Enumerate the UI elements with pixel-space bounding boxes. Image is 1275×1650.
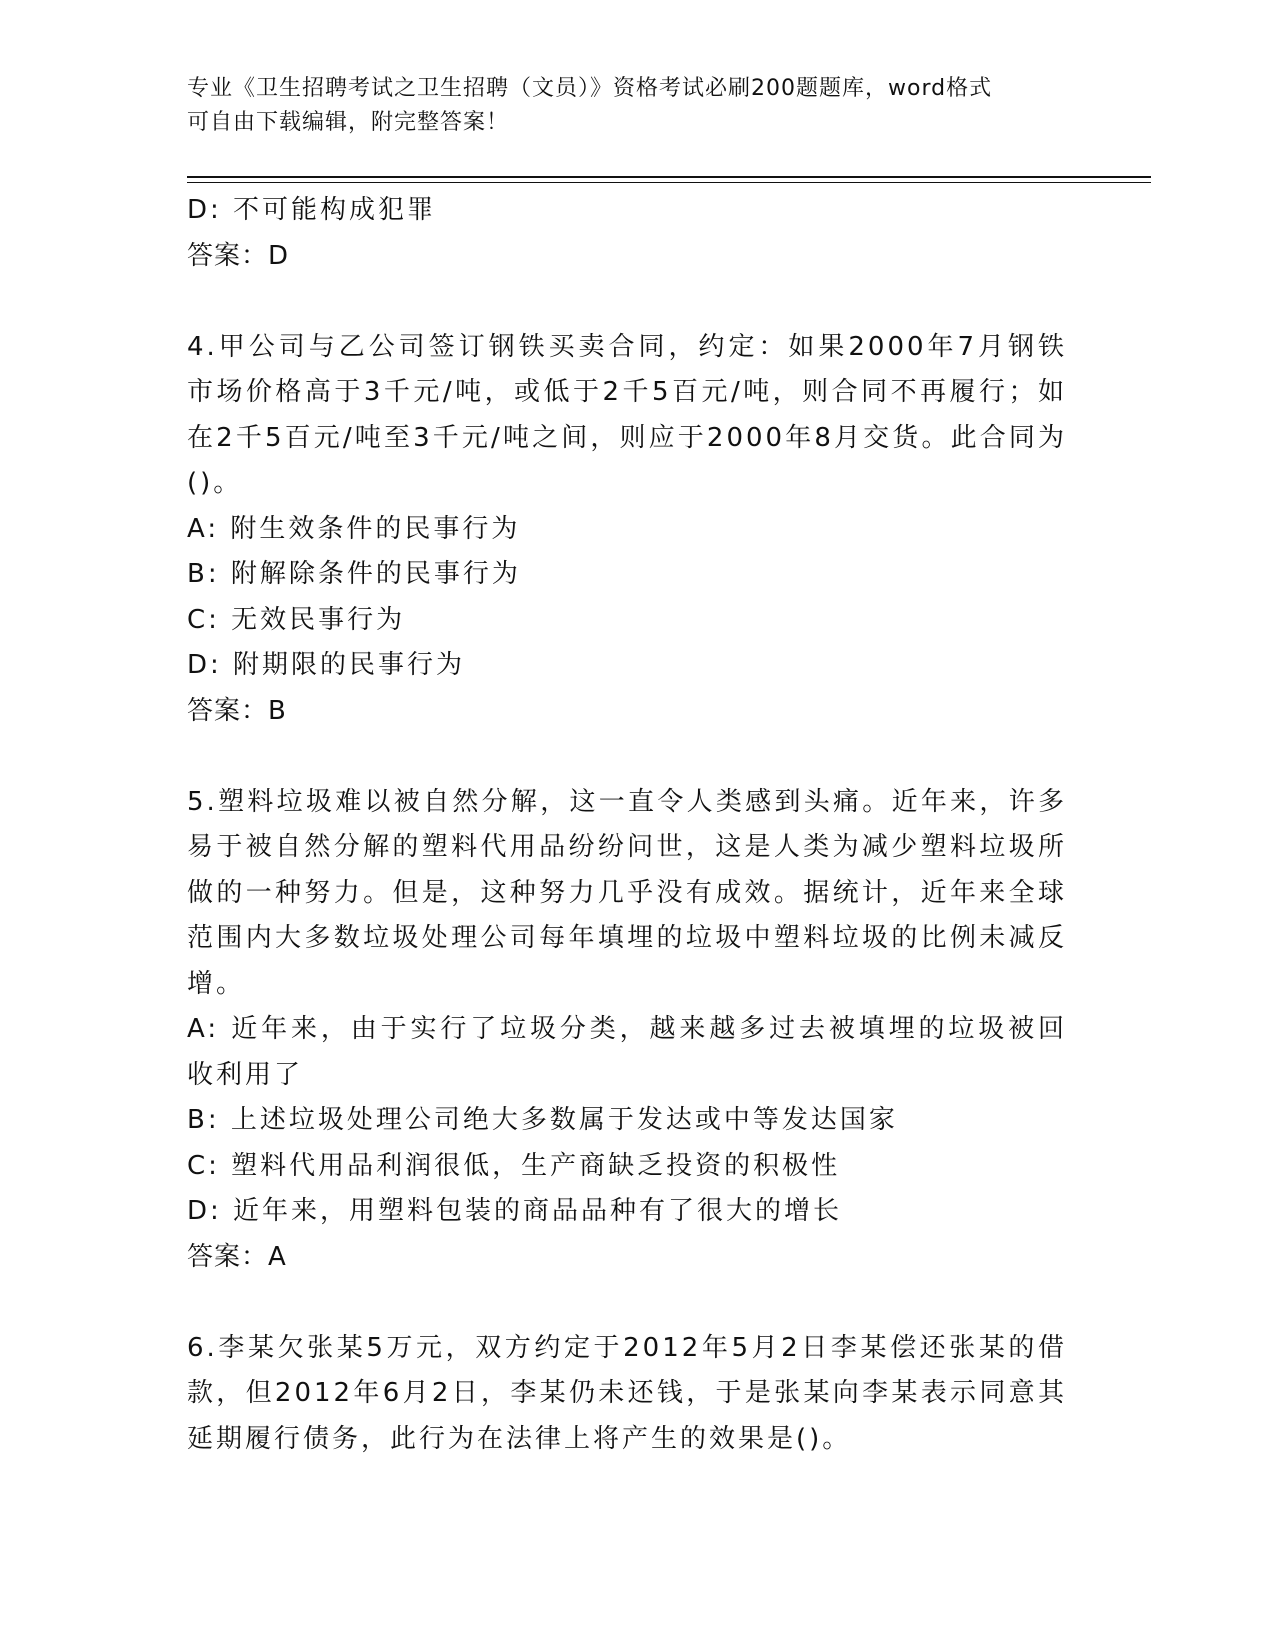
- answer-line: 答案：A: [187, 1241, 287, 1272]
- answer-line: 答案：D: [187, 240, 290, 271]
- option-b: B: 附解除条件的民事行为: [187, 559, 521, 589]
- answer-line: 答案：B: [187, 695, 287, 726]
- question-list: [187, 188, 1067, 1462]
- option-c: C: 无效民事行为: [187, 604, 406, 635]
- option-b: B: 上述垃圾处理公司绝大多数属于发达或中等发达国家: [187, 1105, 898, 1135]
- question-4: [187, 325, 1067, 735]
- question-stem: 5.塑料垃圾难以被自然分解，这一直令人类感到头痛。近年来，许多易于被自然分解的塑料代用品纷纷问世，这是人类为减少塑料垃圾所做的一种努力。但是，这种努力几乎没有成效。据统计，近年来全球范围内大多数垃圾处理公司每年填埋的垃圾中塑料垃圾的比例未减反增。: [187, 786, 1067, 999]
- question-stem: 4.甲公司与乙公司签订钢铁买卖合同，约定：如果2000年7月钢铁市场价格高于3千元/吨，或低于2千5百元/吨，则合同不再履行；如在2千5百元/吨至3千元/吨之间，则应于2000年8月交货。此合同为()。: [187, 331, 1067, 498]
- option-d: D: 不可能构成犯罪: [187, 195, 437, 225]
- question-stem: 6.李某欠张某5万元，双方约定于2012年5月2日李某偿还张某的借款，但2012年6月2日，李某仍未还钱，于是张某向李某表示同意其延期履行债务，此行为在法律上将产生的效果是()。: [187, 1332, 1067, 1454]
- question-5: [187, 780, 1067, 1281]
- option-d: D: 近年来，用塑料包装的商品品种有了很大的增长: [187, 1196, 843, 1226]
- question-3-tail: [187, 188, 1067, 279]
- header-divider-thick: [187, 176, 1151, 178]
- option-c: C: 塑料代用品利润很低，生产商缺乏投资的积极性: [187, 1150, 841, 1181]
- spacer: [187, 279, 1067, 325]
- spacer: [187, 1280, 1067, 1326]
- header-line-1: 专业《卫生招聘考试之卫生招聘（文员）》资格考试必刷200题题库，word格式: [187, 76, 993, 101]
- header-divider-thin: [187, 182, 1151, 183]
- page-header: [187, 72, 1067, 140]
- spacer: [187, 734, 1067, 780]
- option-a: A: 附生效条件的民事行为: [187, 513, 521, 544]
- header-line-2: 可自由下载编辑，附完整答案！: [187, 110, 510, 135]
- option-d: D: 附期限的民事行为: [187, 650, 466, 680]
- option-a: A: 近年来，由于实行了垃圾分类，越来越多过去被填埋的垃圾被回收利用了: [187, 1014, 1067, 1090]
- question-6: [187, 1326, 1067, 1463]
